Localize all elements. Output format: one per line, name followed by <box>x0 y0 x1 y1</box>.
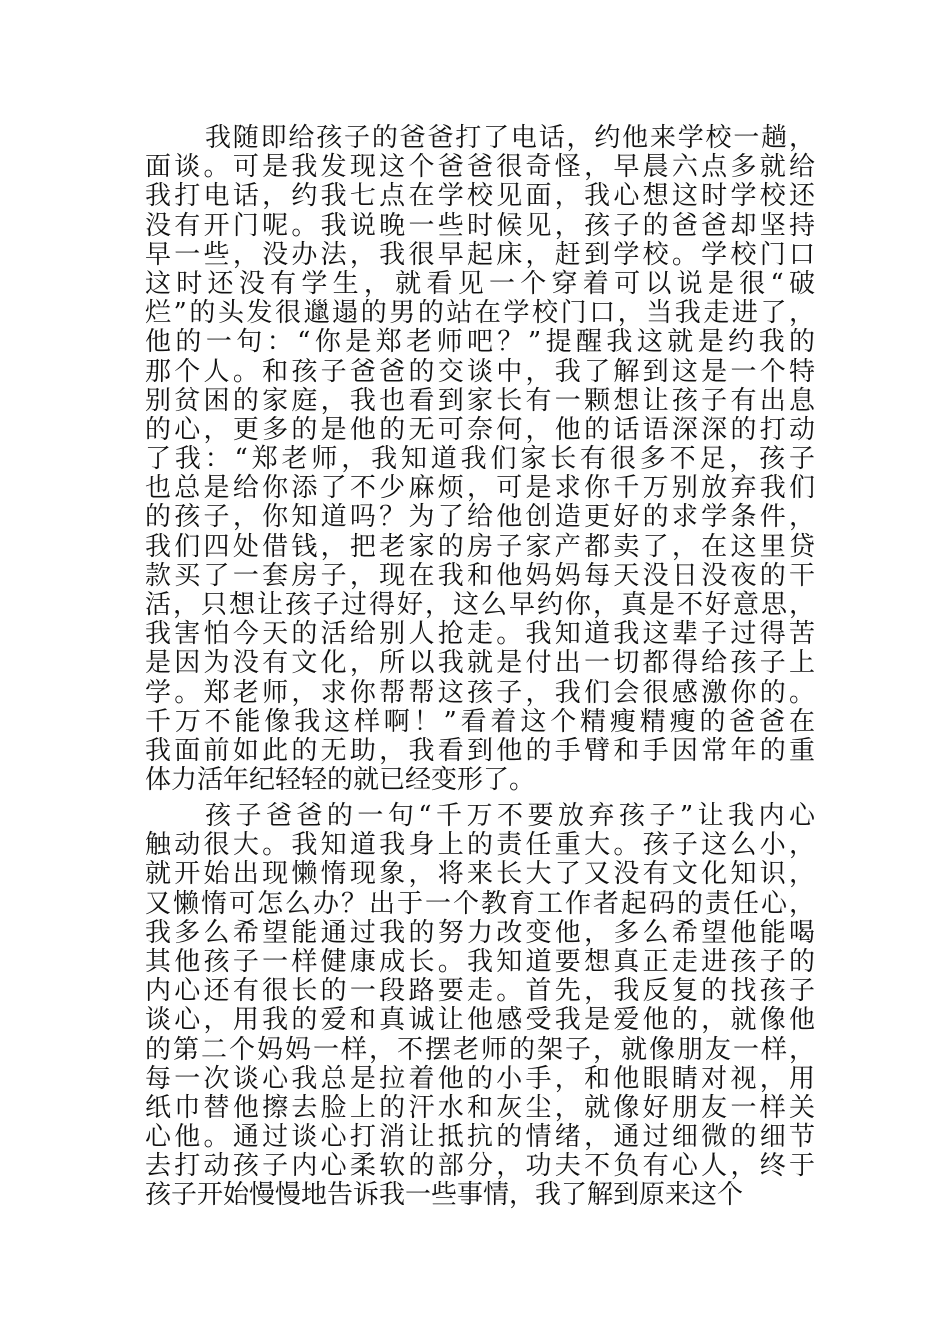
paragraph-line: 内心还有很长的一段路要走。首先，我反复的找孩子 <box>145 976 815 1007</box>
paragraph-line: 体力活年纪轻轻的就已经变形了。 <box>145 765 536 796</box>
paragraph-line: 纸巾替他擦去脸上的汗水和灰尘，就像好朋友一样关 <box>145 1092 815 1123</box>
paragraph-line: 面谈。可是我发现这个爸爸很奇怪，早晨六点多就给 <box>145 152 815 183</box>
paragraph-line: 我随即给孩子的爸爸打了电话，约他来学校一趟， <box>205 123 815 153</box>
paragraph-line: 别贫困的家庭，我也看到家长有一颗想让孩子有出息 <box>145 385 815 416</box>
paragraph-line: 每一次谈心我总是拉着他的小手，和他眼睛对视，用 <box>145 1063 815 1094</box>
paragraph-line: 的孩子，你知道吗？为了给他创造更好的求学条件， <box>145 502 815 533</box>
paragraph-2 <box>145 802 815 1211</box>
paragraph-line: 孩子开始慢慢地告诉我一些事情，我了解到原来这个 <box>145 1180 744 1211</box>
paragraph-line: 的心，更多的是他的无可奈何，他的话语深深的打动 <box>145 414 815 445</box>
paragraph-line: 心他。通过谈心打消让抵抗的情绪，通过细微的细节 <box>145 1122 815 1153</box>
paragraph-line: 了我：“郑老师，我知道我们家长有很多不足，孩子 <box>145 444 815 475</box>
paragraph-1 <box>145 124 815 795</box>
paragraph-line: 我们四处借钱，把老家的房子家产都卖了，在这里贷 <box>145 531 815 562</box>
paragraph-line: 去打动孩子内心柔软的部分，功夫不负有心人，终于 <box>145 1151 815 1182</box>
paragraph-line: 他的一句：“你是郑老师吧？”提醒我这就是约我的 <box>145 327 815 358</box>
paragraph-line: 也总是给你添了不少麻烦，可是求你千万别放弃我们 <box>145 473 815 504</box>
paragraph-line: 我害怕今天的活给别人抢走。我知道我这辈子过得苦 <box>145 619 815 650</box>
paragraph-line: 的第二个妈妈一样，不摆老师的架子，就像朋友一样， <box>145 1034 815 1065</box>
paragraph-line: 款买了一套房子，现在我和他妈妈每天没日没夜的干 <box>145 560 815 591</box>
paragraph-line: 那个人。和孩子爸爸的交谈中，我了解到这是一个特 <box>145 356 815 387</box>
paragraph-line: 没有开门呢。我说晚一些时候见，孩子的爸爸却坚持 <box>145 210 815 241</box>
paragraph-line: 又懒惰可怎么办？出于一个教育工作者起码的责任心， <box>145 888 815 919</box>
paragraph-line: 其他孩子一样健康成长。我知道要想真正走进孩子的 <box>145 946 815 977</box>
paragraph-line: 是因为没有文化，所以我就是付出一切都得给孩子上 <box>145 648 815 679</box>
paragraph-line: 这时还没有学生，就看见一个穿着可以说是很“破 <box>145 268 815 299</box>
paragraph-line: 孩子爸爸的一句“千万不要放弃孩子”让我内心 <box>205 801 815 831</box>
paragraph-line: 我打电话，约我七点在学校见面，我心想这时学校还 <box>145 181 815 212</box>
paragraph-line: 早一些，没办法，我很早起床，赶到学校。学校门口 <box>145 239 815 270</box>
paragraph-line: 触动很大。我知道我身上的责任重大。孩子这么小， <box>145 830 815 861</box>
paragraph-line: 烂”的头发很邋遢的男的站在学校门口，当我走进了， <box>145 298 815 329</box>
paragraph-line: 学。郑老师，求你帮帮这孩子，我们会很感激你的。 <box>145 677 815 708</box>
paragraph-line: 我多么希望能通过我的努力改变他，多么希望他能喝 <box>145 917 815 948</box>
paragraph-line: 千万不能像我这样啊！”看着这个精瘦精瘦的爸爸在 <box>145 706 815 737</box>
paragraph-line: 谈心，用我的爱和真诚让他感受我是爱他的，就像他 <box>145 1005 815 1036</box>
paragraph-line: 我面前如此的无助，我看到他的手臂和手因常年的重 <box>145 735 815 766</box>
paragraph-line: 活，只想让孩子过得好，这么早约你，真是不好意思， <box>145 590 815 620</box>
paragraph-line: 就开始出现懒惰现象，将来长大了又没有文化知识， <box>145 859 815 890</box>
